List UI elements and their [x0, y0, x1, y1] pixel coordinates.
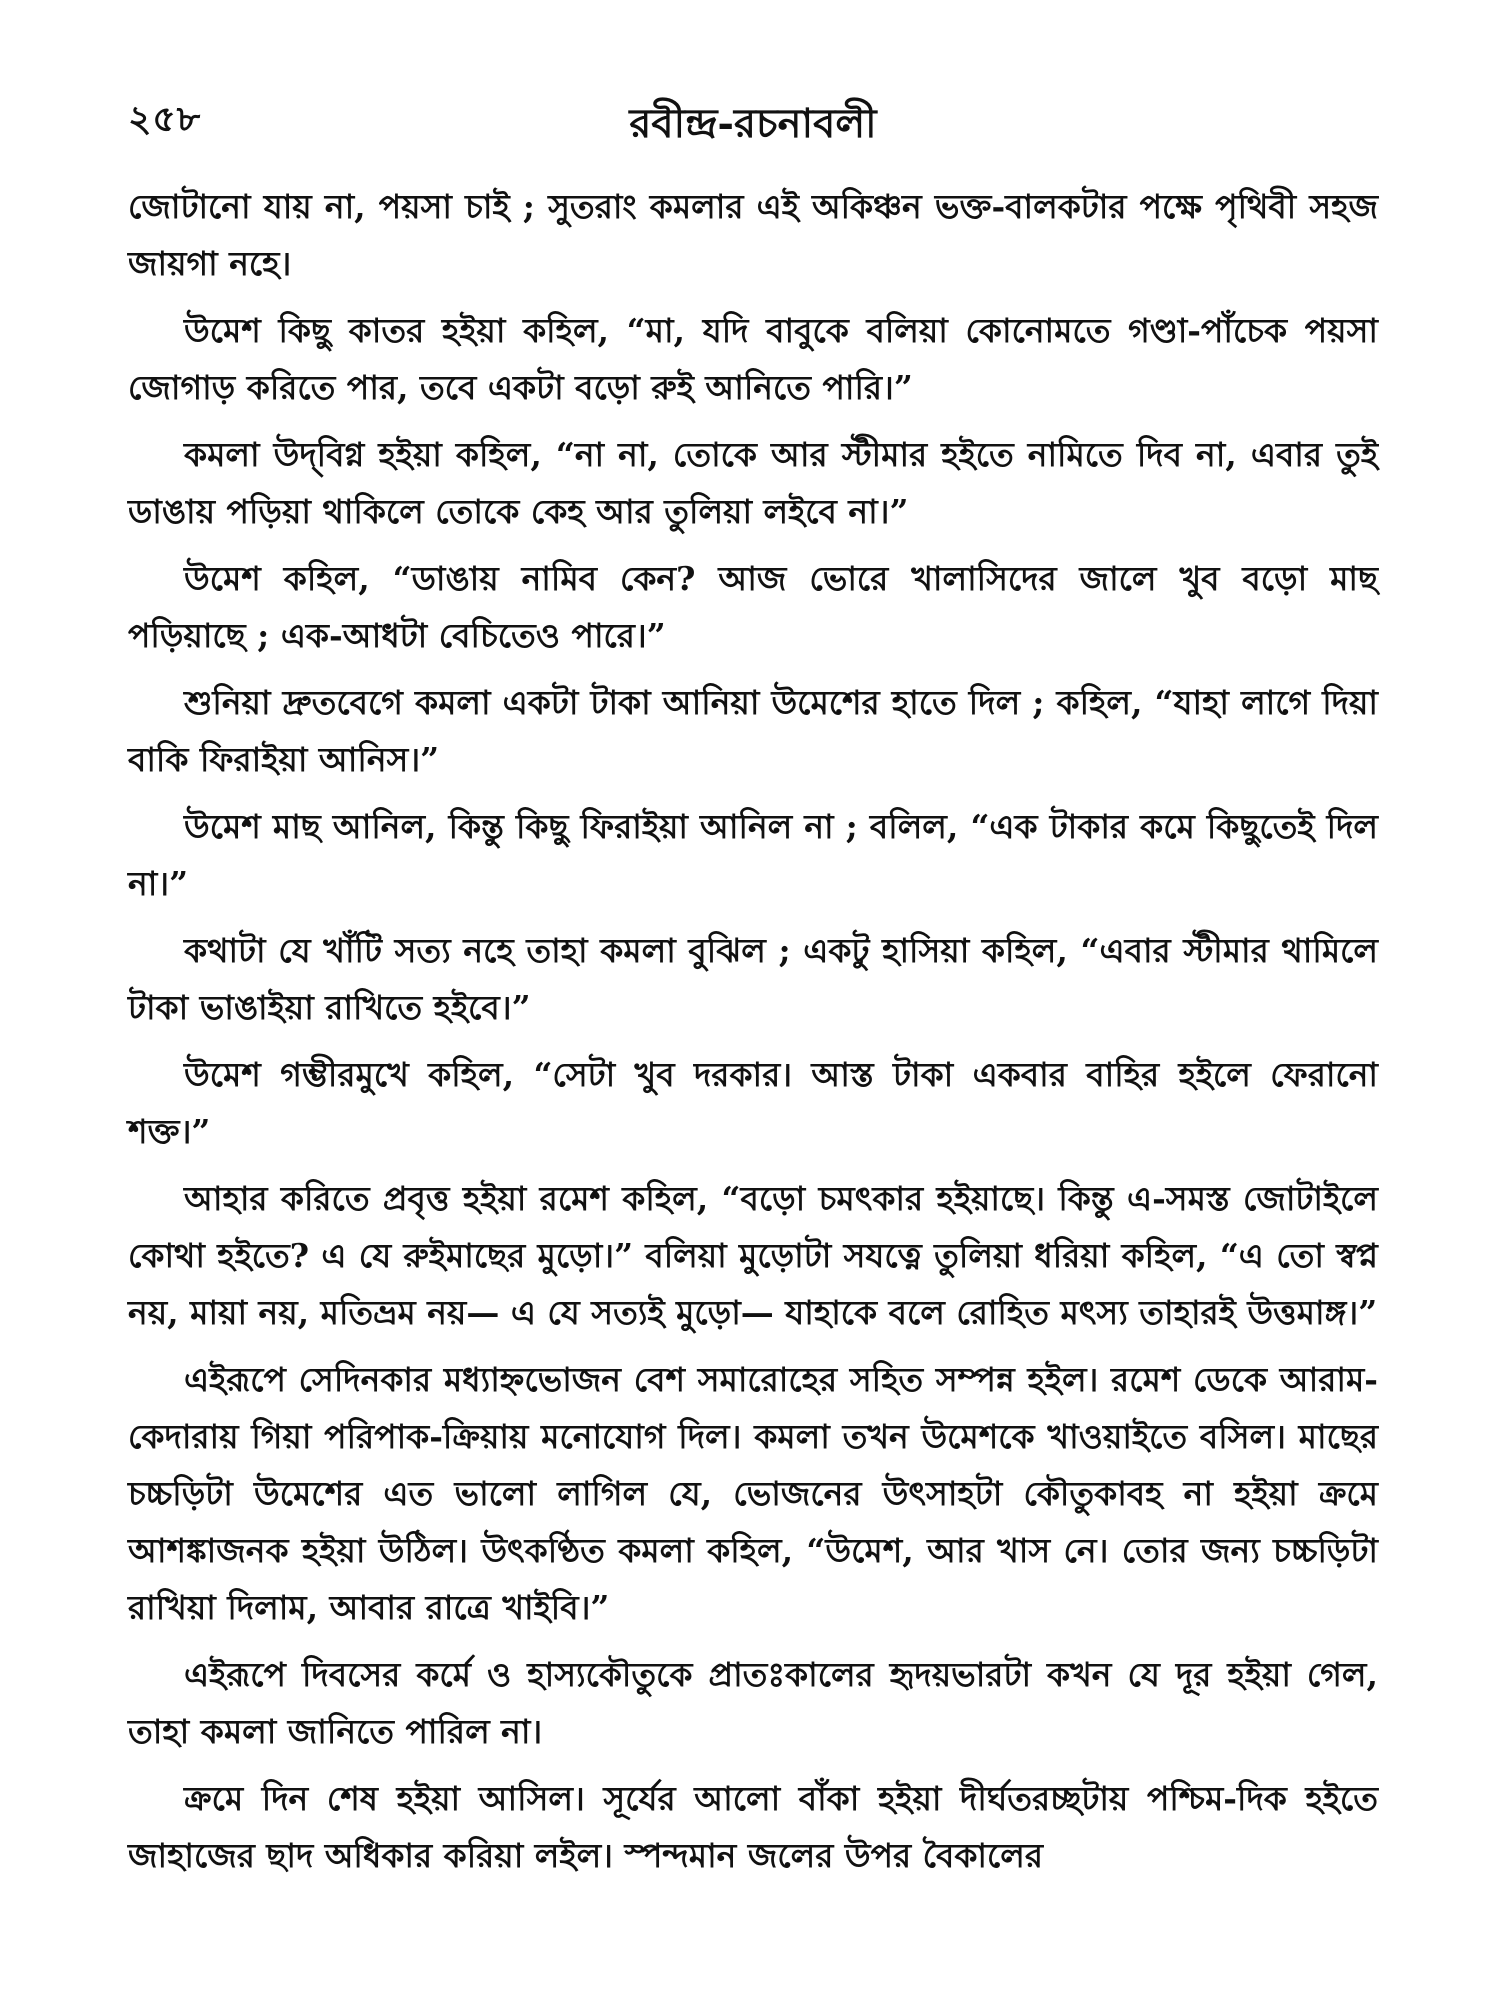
paragraph: শুনিয়া দ্রুতবেগে কমলা একটা টাকা আনিয়া উমেশের হাতে দিল ; কহিল, “যাহা লাগে দিয়া বাকি ফিরাইয়া আনিস।” — [128, 683, 1378, 779]
paragraph: কথাটা যে খাঁটি সত্য নহে তাহা কমলা বুঝিল ; একটু হাসিয়া কহিল, “এবার স্টীমার থামিলে টাকা ভাঙাইয়া রাখিতে হইবে।” — [128, 931, 1378, 1027]
page-number: ২৫৮ — [128, 98, 202, 140]
page-header — [128, 92, 1378, 156]
paragraph: উমেশ কহিল, “ডাঙায় নামিব কেন? আজ ভোরে খালাসিদের জালে খুব বড়ো মাছ পড়িয়াছে ; এক-আধটা বেচিতেও পারে।” — [128, 559, 1378, 655]
paragraph: ক্রমে দিন শেষ হইয়া আসিল। সূর্যের আলো বাঁকা হইয়া দীর্ঘতরচ্ছটায় পশ্চিম-দিক হইতে জাহাজের ছাদ অধিকার করিয়া লইল। স্পন্দমান জলের উপর বৈকালের — [128, 1779, 1378, 1875]
running-title: রবীন্দ্র-রচনাবলী — [629, 100, 877, 147]
paragraph: উমেশ গম্ভীরমুখে কহিল, “সেটা খুব দরকার। আস্ত টাকা একবার বাহির হইলে ফেরানো শক্ত।” — [128, 1055, 1378, 1151]
paragraph: এইরূপে দিবসের কর্মে ও হাস্যকৌতুকে প্রাতঃকালের হৃদয়ভারটা কখন যে দূর হইয়া গেল, তাহা কমলা জানিতে পারিল না। — [128, 1655, 1378, 1751]
paragraph: উমেশ মাছ আনিল, কিন্তু কিছু ফিরাইয়া আনিল না ; বলিল, “এক টাকার কমে কিছুতেই দিল না।” — [128, 807, 1378, 903]
paragraph: আহার করিতে প্রবৃত্ত হইয়া রমেশ কহিল, “বড়ো চমৎকার হইয়াছে। কিন্তু এ-সমস্ত জোটাইলে কোথা হইতে? এ যে রুইমাছের মুড়ো।” বলিয়া মুড়োটা সযত্নে তুলিয়া ধরিয়া কহিল, “এ তো স্বপ্ন নয়, মায়া নয়, মতিভ্রম নয়— এ যে সত্যই মুড়ো— যাহাকে বলে রোহিত মৎস্য তাহারই উত্তমাঙ্গ।” — [128, 1179, 1378, 1332]
book-page — [128, 92, 1378, 1952]
paragraph: কমলা উদ্‌বিগ্ন হইয়া কহিল, “না না, তোকে আর স্টীমার হইতে নামিতে দিব না, এবার তুই ডাঙায় পড়িয়া থাকিলে তোকে কেহ আর তুলিয়া লইবে না।” — [128, 435, 1378, 531]
paragraph: উমেশ কিছু কাতর হইয়া কহিল, “মা, যদি বাবুকে বলিয়া কোনোমতে গণ্ডা-পাঁচেক পয়সা জোগাড় করিতে পার, তবে একটা বড়ো রুই আনিতে পারি।” — [128, 311, 1378, 407]
paragraph: জোটানো যায় না, পয়সা চাই ; সুতরাং কমলার এই অকিঞ্চন ভক্ত-বালকটার পক্ষে পৃথিবী সহজ জায়গা নহে। — [128, 187, 1378, 283]
paragraph: এইরূপে সেদিনকার মধ্যাহ্নভোজন বেশ সমারোহের সহিত সম্পন্ন হইল। রমেশ ডেকে আরাম-কেদারায় গিয়া পরিপাক-ক্রিয়ায় মনোযোগ দিল। কমলা তখন উমেশকে খাওয়াইতে বসিল। মাছের চচ্চড়িটা উমেশের এত ভালো লাগিল যে, ভোজনের উৎসাহটা কৌতুকাবহ না হইয়া ক্রমে আশঙ্কাজনক হইয়া উঠিল। উৎকণ্ঠিত কমলা কহিল, “উমেশ, আর খাস নে। তোর জন্য চচ্চড়িটা রাখিয়া দিলাম, আবার রাত্রে খাইবি।” — [128, 1360, 1379, 1627]
body-text — [128, 178, 1378, 1884]
